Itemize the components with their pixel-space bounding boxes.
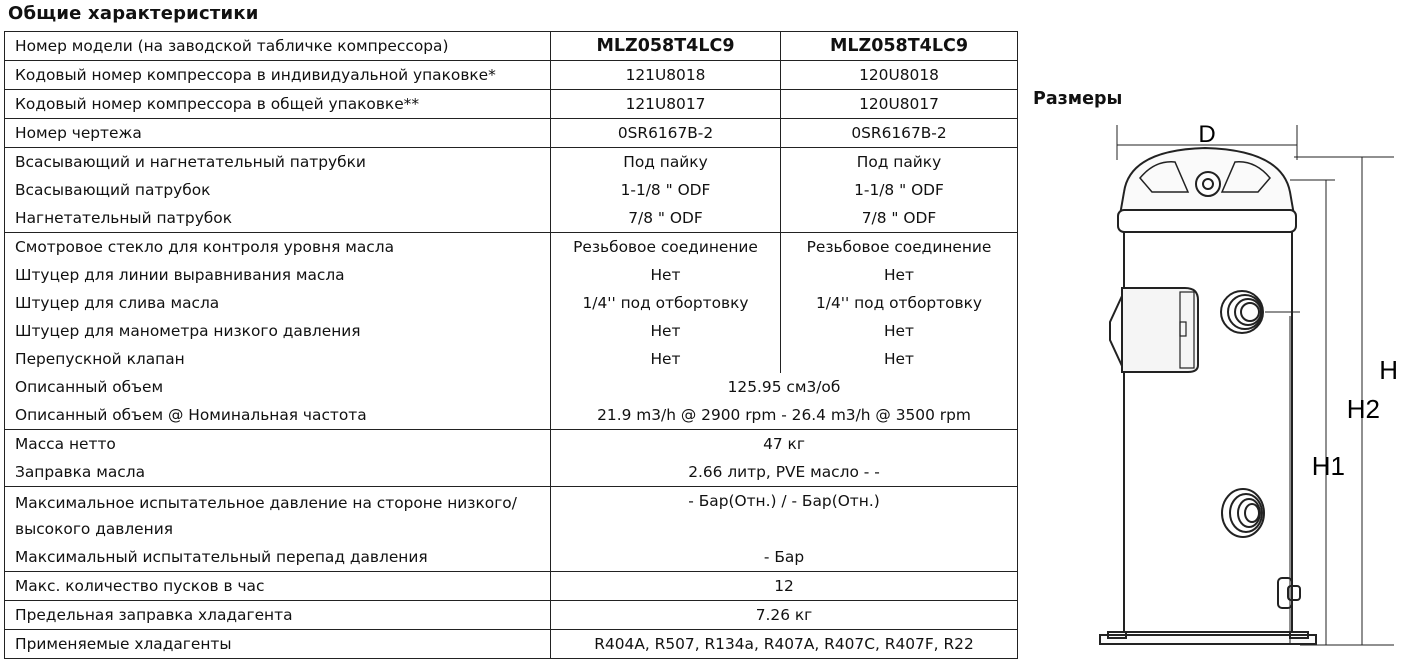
table-row (5, 345, 1018, 373)
value-2: 7/8 " ODF (781, 204, 1018, 233)
row-label: Штуцер для слива масла (5, 289, 551, 317)
table-row (5, 176, 1018, 204)
table-row-model (5, 32, 1018, 61)
row-label: Кодовый номер компрессора в общей упаковке** (5, 90, 551, 119)
value-1: 121U8017 (551, 90, 781, 119)
value-1: Нет (551, 317, 781, 345)
dimensions-title: Размеры (1033, 89, 1123, 109)
table-row (5, 543, 1018, 572)
row-label: Всасывающий и нагнетательный патрубки (5, 148, 551, 177)
table-row (5, 289, 1018, 317)
row-label: Штуцер для линии выравнивания масла (5, 261, 551, 289)
value-2: 0SR6167B-2 (781, 119, 1018, 148)
value-2: 120U8018 (781, 61, 1018, 90)
table-row (5, 317, 1018, 345)
row-label: Штуцер для манометра низкого давления (5, 317, 551, 345)
page-title: Общие характеристики (8, 3, 259, 24)
row-label: Макс. количество пусков в час (5, 572, 551, 601)
table-row (5, 487, 1018, 544)
value-1: Под пайку (551, 148, 781, 177)
table-row (5, 630, 1018, 659)
value-2: Резьбовое соединение (781, 233, 1018, 262)
table-row (5, 148, 1018, 177)
value-2: Нет (781, 317, 1018, 345)
model-2: MLZ058T4LC9 (781, 32, 1018, 61)
row-label: Кодовый номер компрессора в индивидуальной упаковке* (5, 61, 551, 90)
row-label: Номер модели (на заводской табличке компрессора) (5, 32, 551, 61)
value-2: Нет (781, 261, 1018, 289)
value-1: 0SR6167B-2 (551, 119, 781, 148)
dim-label-d: D (1198, 121, 1216, 148)
value-2: Под пайку (781, 148, 1018, 177)
table-row (5, 261, 1018, 289)
value-2: 1/4'' под отбортовку (781, 289, 1018, 317)
value-1: 1-1/8 " ODF (551, 176, 781, 204)
table-row (5, 233, 1018, 262)
table-row (5, 601, 1018, 630)
value: - Бар(Отн.) / - Бар(Отн.) (551, 487, 1018, 544)
value-1: Резьбовое соединение (551, 233, 781, 262)
value: 21.9 m3/h @ 2900 rpm - 26.4 m3/h @ 3500 rpm (551, 401, 1018, 430)
table-row (5, 61, 1018, 90)
value-1: 121U8018 (551, 61, 781, 90)
value-2: 120U8017 (781, 90, 1018, 119)
dim-label-h: H (1379, 355, 1398, 385)
table-row (5, 430, 1018, 459)
row-label: Номер чертежа (5, 119, 551, 148)
row-label: Заправка масла (5, 458, 551, 487)
row-label: Перепускной клапан (5, 345, 551, 373)
dim-label-h2: H2 (1346, 394, 1380, 424)
table-row (5, 458, 1018, 487)
table-row (5, 373, 1018, 401)
value: 7.26 кг (551, 601, 1018, 630)
row-label: Смотровое стекло для контроля уровня масла (5, 233, 551, 262)
row-label: Всасывающий патрубок (5, 176, 551, 204)
table-row (5, 401, 1018, 430)
value: - Бар (551, 543, 1018, 572)
value-1: Нет (551, 261, 781, 289)
model-1: MLZ058T4LC9 (551, 32, 781, 61)
characteristics-table (4, 31, 1018, 659)
value-2: 1-1/8 " ODF (781, 176, 1018, 204)
row-label: Максимальный испытательный перепад давления (5, 543, 551, 572)
value-1: Нет (551, 345, 781, 373)
row-label: Нагнетательный патрубок (5, 204, 551, 233)
value-1: 7/8 " ODF (551, 204, 781, 233)
dim-label-h1: H1 (1311, 451, 1345, 481)
table-row (5, 204, 1018, 233)
compressor-drawing (1060, 100, 1400, 665)
table-row (5, 90, 1018, 119)
value: 47 кг (551, 430, 1018, 459)
value: 125.95 см3/об (551, 373, 1018, 401)
row-label: Описанный объем @ Номинальная частота (5, 401, 551, 430)
value: 2.66 литр, PVE масло - - (551, 458, 1018, 487)
value: R404A, R507, R134a, R407A, R407C, R407F, R22 (551, 630, 1018, 659)
value-2: Нет (781, 345, 1018, 373)
row-label: Описанный объем (5, 373, 551, 401)
value: 12 (551, 572, 1018, 601)
row-label: Предельная заправка хладагента (5, 601, 551, 630)
table-row (5, 119, 1018, 148)
row-label: Масса нетто (5, 430, 551, 459)
value-1: 1/4'' под отбортовку (551, 289, 781, 317)
row-label: Максимальное испытательное давление на стороне низкого/высокого давления (5, 487, 551, 544)
row-label: Применяемые хладагенты (5, 630, 551, 659)
table-row (5, 572, 1018, 601)
